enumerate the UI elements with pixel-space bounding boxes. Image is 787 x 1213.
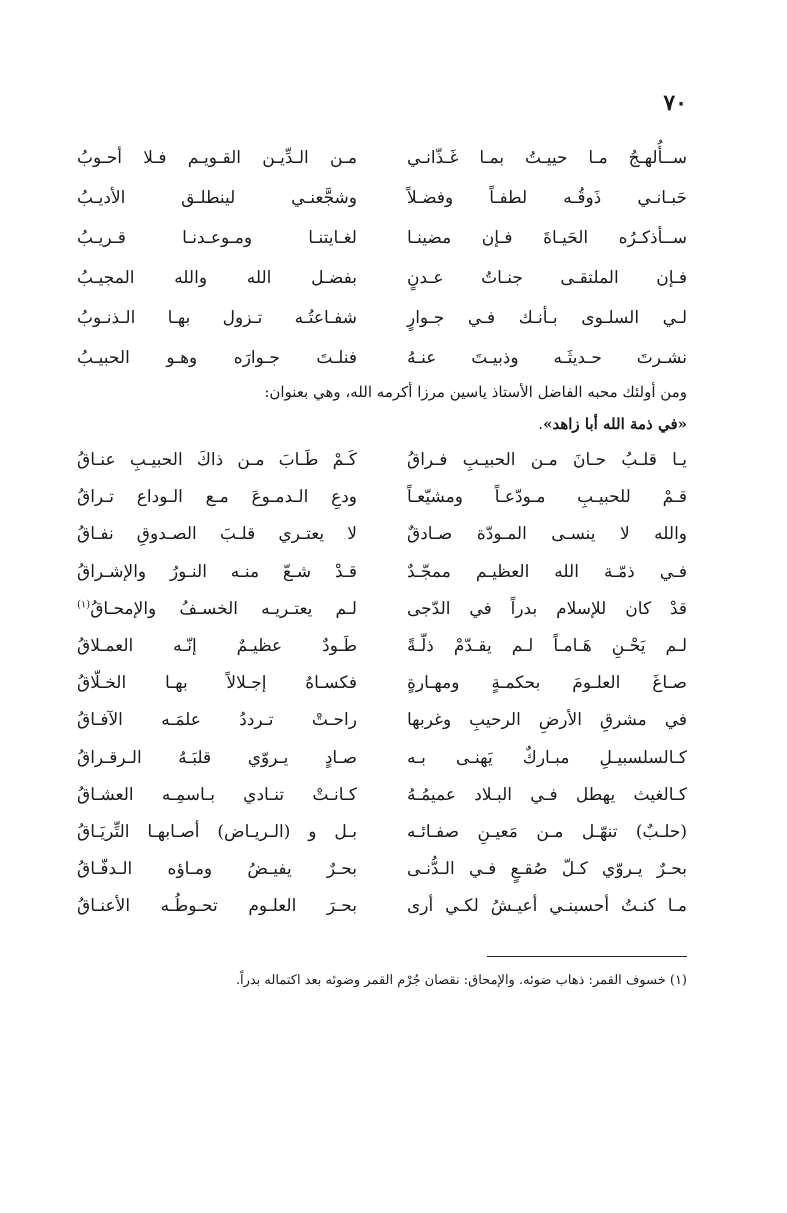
verse-right-hemistich: ســأُلهـجُ مـا حييـتُ بمـا غَـذّانـي xyxy=(407,148,687,168)
verse-line xyxy=(77,777,687,814)
verse-right-hemistich: كـالسلسبيـلِ مبـاركٌ يَهنـى بـه xyxy=(407,747,687,768)
verse-right-hemistich: لـم يَحْـنِ هَـامـاً لـم يقـدّمْ ذلّـةً xyxy=(407,635,687,656)
verse-line xyxy=(77,516,687,553)
verse-left-hemistich: صـادٍ يـروّي قلبَـهُ الـرقـراقُ xyxy=(77,747,357,768)
verse-right-hemistich: صـاغَ العلـومَ بحكمـةٍ ومهـارةٍ xyxy=(407,673,687,694)
verse-line xyxy=(77,138,687,178)
verse-right-hemistich: في مشرقِ الأرضِ الرحيبِ وغربها xyxy=(407,710,687,731)
verse-line xyxy=(77,665,687,702)
verse-right-hemistich: يـا قلـبُ حـانَ مـن الحبيـبِ فـراقُ xyxy=(407,450,687,470)
poem-stanza-1 xyxy=(77,138,687,378)
verse-left-hemistich: كَـمْ طَـابَ مـن ذاكَ الحبيـبِ عنـاقُ xyxy=(77,450,357,470)
verse-right-hemistich: والله لا ينسـى المـودّة صـادقٌ xyxy=(407,524,687,545)
intro-paragraph xyxy=(77,376,687,440)
verse-line xyxy=(77,479,687,516)
verse-right-hemistich: قدْ كان للإسلام بدراً في الدّجى xyxy=(407,598,687,619)
verse-left-hemistich: وشجَّعنـي لينطلـق الأديـبُ xyxy=(77,188,357,208)
verse-right-hemistich: قـمْ للحبيـبِ مـودّعـاً ومشيّعـاً xyxy=(407,487,687,508)
verse-left-hemistich: طَـودٌ عظيـمٌ إنّـه العمـلاقُ xyxy=(77,635,357,656)
verse-left-hemistich: مـن الـدِّيـن القـويـم فـلا أحـوبُ xyxy=(77,148,357,168)
verse-left-hemistich: شفـاعتُـه تـزول بهـا الـذنـوبُ xyxy=(77,308,357,328)
poem-stanza-2 xyxy=(77,442,687,925)
verse-left-hemistich: قـدْ شـعّ منـه النـورُ والإشـراقُ xyxy=(77,561,357,582)
verse-right-hemistich: مـا كنـتُ أحسبنـي أعيـشُ لكـي أرى xyxy=(407,896,687,917)
verse-left-hemistich: فكسـاهُ إجـلالاً بهـا الخـلّاقُ xyxy=(77,673,357,694)
verse-line xyxy=(77,338,687,378)
footnote-divider xyxy=(487,956,687,957)
verse-right-hemistich: (حلـبٌ) تنهّـل مـن مَعيـنِ صفـائـه xyxy=(407,821,687,842)
verse-left-hemistich: لغـايتنـا ومـوعـدنـا قـريـبُ xyxy=(77,228,357,248)
verse-left-hemistich: كـانـتْ تنـادي بـاسمِـه العشـاقُ xyxy=(77,784,357,805)
verse-left-hemistich: بحـرَ العلـوم تحـوطُـه الأعنـاقُ xyxy=(77,896,357,917)
verse-left-hemistich: ودعِ الـدمـوعَ مـع الـوداع تـراقُ xyxy=(77,487,357,508)
verse-left-hemistich: بفضـل الله والله المجيـبُ xyxy=(77,268,357,288)
verse-right-hemistich: كـالغيث يهطل فـي البـلاد عميمُـهُ xyxy=(407,784,687,805)
verse-line xyxy=(77,218,687,258)
footnote-reference: (١) xyxy=(77,599,91,611)
verse-left-hemistich: راحـتْ تـرددُ علمَـه الآفـاقُ xyxy=(77,710,357,731)
page-number: ٧٠ xyxy=(663,90,687,116)
verse-line xyxy=(77,740,687,777)
verse-left-hemistich: لا يعتـري قلـبَ الصـدوقِ نفـاقُ xyxy=(77,524,357,545)
verse-line xyxy=(77,888,687,925)
poem-title: «في ذمة الله أبا زاهد» xyxy=(543,415,687,433)
verse-right-hemistich: لـي السلـوى بـأنـك فـي جـوارٍ xyxy=(407,308,687,328)
verse-line xyxy=(77,814,687,851)
verse-line xyxy=(77,702,687,739)
verse-left-hemistich: بـل و (الـريـاض) أصـابهـا التِّريَـاقُ xyxy=(77,821,357,842)
verse-right-hemistich: نشـرتَ حـديثَـه وذبيـتَ عنـهُ xyxy=(407,348,687,368)
footnote: (١) خسوف القمر: ذهاب ضوئه. والإمحاق: نقصان جُرْم القمر وضوئه بعد اكتماله بدراً. xyxy=(235,973,687,988)
verse-line xyxy=(77,442,687,479)
verse-line xyxy=(77,178,687,218)
verse-line xyxy=(77,554,687,591)
intro-end-punctuation: . xyxy=(538,415,544,433)
verse-right-hemistich: بحـرٌ يـروّي كـلّ صُقـعٍ فـي الـدُّنـى xyxy=(407,859,687,880)
verse-line xyxy=(77,628,687,665)
verse-right-hemistich: ســأذكـرُه الحَيـاةَ فـإن مضينـا xyxy=(407,228,687,248)
verse-left-hemistich xyxy=(77,591,357,628)
intro-text: ومن أولئك محبه الفاضل الأستاذ ياسين مرزا أكرمه الله، وهي بعنوان: xyxy=(264,383,687,401)
verse-left-hemistich: فنلـتَ جـوارَه وهـو الحبيـبُ xyxy=(77,348,357,368)
verse-line xyxy=(77,258,687,298)
verse-right-hemistich: فـي ذمّـة الله العظيـم ممجّـدٌ xyxy=(407,561,687,582)
verse-line xyxy=(77,591,687,628)
verse-left-text: لـم يعتـريـه الخسـفُ والإمحـاقُ xyxy=(90,598,357,619)
verse-right-hemistich: فـإن الملتقـى جنـاتُ عـدنٍ xyxy=(407,268,687,288)
verse-line xyxy=(77,298,687,338)
verse-left-hemistich: بحـرٌ يفيـضُ ومـاؤه الـدفّـاقُ xyxy=(77,859,357,880)
verse-line xyxy=(77,851,687,888)
verse-right-hemistich: حَبـانـي ذَوقُـه لطفـاً وفضـلاً xyxy=(407,188,687,208)
